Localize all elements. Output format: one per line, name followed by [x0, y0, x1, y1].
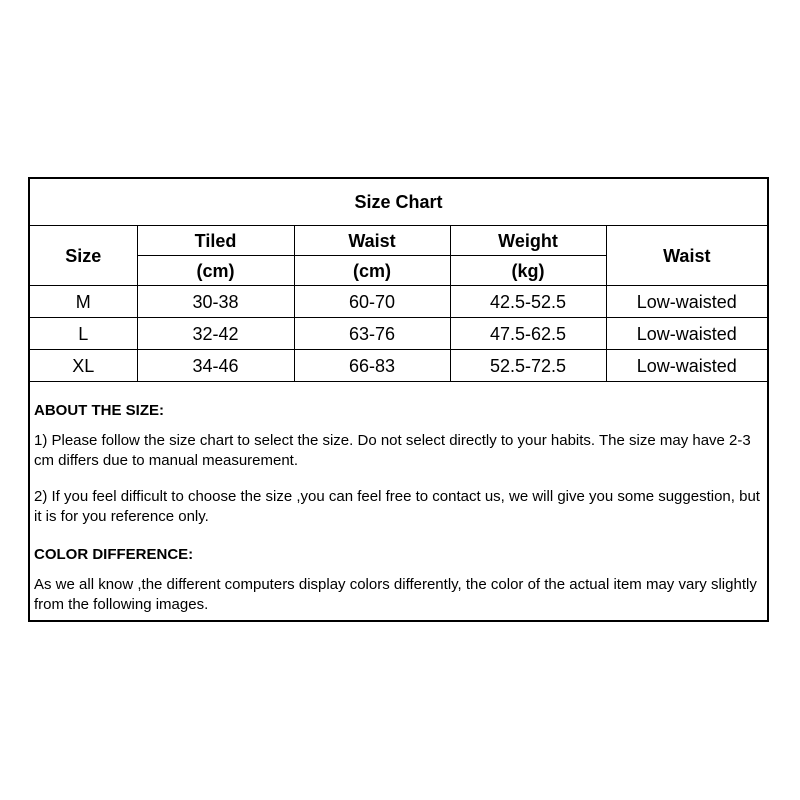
header-weight: Weight: [450, 226, 606, 256]
about-size-note-2: 2) If you feel difficult to choose the size ,you can feel free to contact us, we will give you some suggestion, but it is for you reference only.: [34, 488, 760, 525]
cell-waist-type: Low-waisted: [606, 318, 767, 350]
cell-tiled: 34-46: [137, 350, 294, 382]
cell-size: M: [30, 286, 137, 318]
table-row: [30, 350, 767, 382]
header-tiled: Tiled: [137, 226, 294, 256]
about-size-heading: ABOUT THE SIZE:: [34, 402, 164, 419]
size-chart-title: Size Chart: [30, 179, 767, 226]
header-waist-unit: (cm): [294, 256, 450, 286]
cell-weight: 52.5-72.5: [450, 350, 606, 382]
cell-size: XL: [30, 350, 137, 382]
cell-waist: 60-70: [294, 286, 450, 318]
cell-tiled: 32-42: [137, 318, 294, 350]
about-size-note-1: 1) Please follow the size chart to select the size. Do not select directly to your habits. The size may have 2-3 cm differs due to manual measurement.: [34, 432, 751, 469]
cell-waist: 66-83: [294, 350, 450, 382]
header-waist: Waist: [294, 226, 450, 256]
cell-weight: 42.5-52.5: [450, 286, 606, 318]
cell-tiled: 30-38: [137, 286, 294, 318]
header-tiled-unit: (cm): [137, 256, 294, 286]
color-difference-heading: COLOR DIFFERENCE:: [34, 546, 194, 563]
cell-weight: 47.5-62.5: [450, 318, 606, 350]
header-waist-type: Waist: [606, 226, 767, 286]
cell-size: L: [30, 318, 137, 350]
size-chart-frame: [28, 177, 769, 622]
size-chart-table: [30, 179, 767, 382]
cell-waist: 63-76: [294, 318, 450, 350]
cell-waist-type: Low-waisted: [606, 286, 767, 318]
cell-waist-type: Low-waisted: [606, 350, 767, 382]
header-weight-unit: (kg): [450, 256, 606, 286]
table-row: [30, 318, 767, 350]
color-difference-note: As we all know ,the different computers display colors differently, the color of the actual item may vary slightly from the following images.: [34, 576, 757, 613]
header-size: Size: [30, 226, 137, 286]
table-row: [30, 286, 767, 318]
